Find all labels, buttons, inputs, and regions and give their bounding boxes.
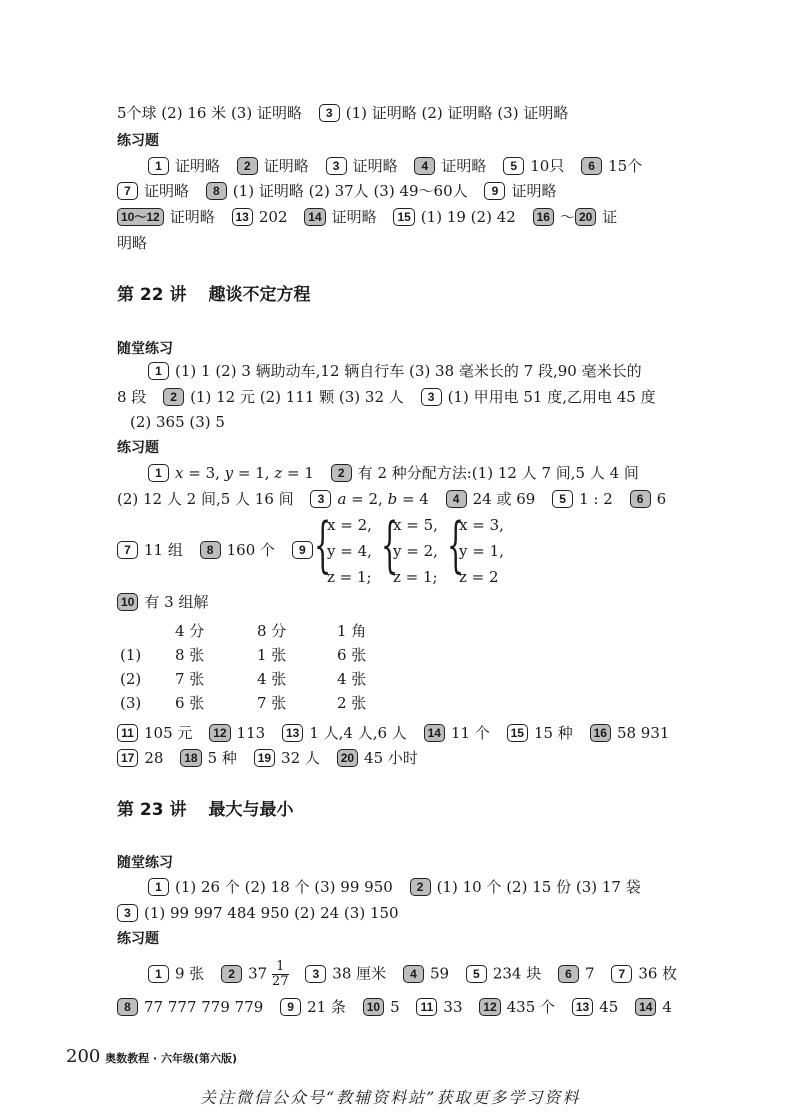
badge-14: 14: [424, 724, 445, 742]
badge-2: 2: [163, 388, 184, 406]
equation-system-3: [459, 512, 504, 590]
badge-5: 5: [503, 157, 524, 175]
text: 1 : 2: [579, 490, 613, 508]
subheading-practice: 练习题: [117, 931, 159, 947]
text: 证明略: [511, 182, 557, 200]
badge-1: 1: [148, 464, 169, 482]
badge-16: 16: [590, 724, 611, 742]
badge-6: 6: [581, 157, 602, 175]
text: 45 小时: [364, 749, 418, 767]
answer-line: [117, 204, 617, 230]
badge-10: 10: [363, 998, 384, 1016]
table-cell: (1): [120, 646, 142, 664]
table-cell: 8 张: [175, 646, 205, 664]
badge-15: 15: [507, 724, 528, 742]
subheading-practice: 练习题: [117, 133, 159, 149]
answer-line: [117, 720, 669, 746]
badge-1: 1: [148, 362, 169, 380]
badge-6: 6: [558, 965, 579, 983]
eq: x = 3,: [459, 516, 504, 534]
text: 234 块: [492, 964, 542, 983]
badge-14: 14: [635, 998, 656, 1016]
badge-3: 3: [310, 490, 331, 508]
badge-3: 3: [421, 388, 442, 406]
badge-7: 7: [611, 965, 632, 983]
var: a: [337, 490, 347, 508]
equation-system-2: [393, 512, 438, 590]
text: 15 种: [533, 724, 573, 742]
answer-line: [148, 460, 639, 486]
text: 58 931: [616, 724, 670, 742]
table-cell: (2): [120, 670, 142, 688]
answer-line: [148, 153, 642, 179]
book-title: 奥数教程 · 六年级(第六版): [105, 1052, 238, 1065]
text: (1) 1 (2) 3 辆助动车,12 辆自行车 (3) 38 毫米长的 7 段,90 毫米长的: [175, 362, 642, 380]
text: (2) 12 人 2 间,5 人 16 间: [117, 490, 294, 508]
text: = 1: [282, 464, 314, 482]
answer-line: (2) 365 (3) 5: [130, 413, 225, 431]
answer-line: [117, 384, 656, 410]
table-cell: 1 张: [257, 646, 287, 664]
badge-16: 16: [533, 208, 554, 226]
badge-1: 1: [148, 157, 169, 175]
text: 32 人: [281, 749, 320, 767]
text: = 3,: [183, 464, 225, 482]
equation-system-1: [327, 512, 372, 590]
text: 11 组: [144, 541, 183, 559]
badge-8: 8: [200, 541, 221, 559]
table-cell: 7 张: [175, 670, 205, 688]
eq: z = 1;: [327, 568, 372, 586]
text: 证: [602, 208, 618, 226]
answer-line: [117, 589, 208, 615]
badge-10-12: 10～12: [117, 208, 164, 226]
eq: x = 5,: [393, 516, 438, 534]
page-footer: [66, 1046, 237, 1067]
lecture-title: 趣谈不定方程: [208, 285, 311, 305]
text: (1) 10 个 (2) 15 份 (3) 17 袋: [436, 878, 641, 896]
subheading-practice: 练习题: [117, 440, 159, 456]
text: 8 段: [117, 388, 147, 406]
text: 1 人,4 人,6 人: [309, 724, 407, 742]
text: = 4: [397, 490, 429, 508]
answer-line: [117, 178, 556, 204]
text: 113: [236, 724, 266, 742]
text: 6: [656, 490, 667, 508]
table-header: 8 分: [257, 622, 287, 640]
page-number: 200: [66, 1046, 101, 1067]
table-cell: 2 张: [337, 694, 367, 712]
text: 证明略: [263, 157, 309, 175]
text: 21 条: [307, 998, 346, 1016]
denominator: 27: [271, 974, 289, 989]
text: 5: [390, 998, 400, 1016]
text: 77 777 779 779: [144, 998, 264, 1016]
text: 59: [429, 964, 450, 983]
text: (1) 19 (2) 42: [420, 208, 516, 226]
var: y: [224, 464, 234, 482]
badge-3: 3: [319, 104, 340, 122]
var: z: [274, 464, 283, 482]
badge-13: 13: [232, 208, 253, 226]
var: b: [387, 490, 398, 508]
table-header: 1 角: [337, 622, 367, 640]
badge-17: 17: [117, 749, 138, 767]
eq: y = 4,: [327, 542, 372, 560]
text: (1) 12 元 (2) 111 颗 (3) 32 人: [190, 388, 404, 406]
badge-9: 9: [484, 182, 505, 200]
text: 5 种: [207, 749, 237, 767]
badge-10: 10: [117, 593, 138, 611]
answer-line: [117, 745, 418, 771]
badge-2: 2: [331, 464, 352, 482]
badge-11: 11: [117, 724, 138, 742]
text: 33: [443, 998, 463, 1016]
badge-4: 4: [403, 965, 424, 983]
badge-14: 14: [304, 208, 325, 226]
text: 7: [585, 964, 595, 983]
numerator: 1: [272, 960, 289, 975]
answer-line: [117, 994, 672, 1020]
text: = 2,: [346, 490, 388, 508]
badge-9: 9: [280, 998, 301, 1016]
text: 证明略: [169, 208, 215, 226]
section-title-22: [117, 282, 311, 308]
badge-20: 20: [575, 208, 596, 226]
badge-13: 13: [282, 724, 303, 742]
answer-line: [148, 874, 641, 900]
section-title-23: [117, 797, 294, 823]
text: 36 枚: [638, 964, 678, 983]
text: 有 3 组解: [144, 593, 209, 611]
badge-18: 18: [180, 749, 201, 767]
text: 9 张: [175, 964, 205, 983]
text: (1) 甲用电 51 度,乙用电 45 度: [447, 388, 656, 406]
badge-9: 9: [292, 541, 313, 559]
text: (1) 26 个 (2) 18 个 (3) 99 950: [175, 878, 393, 896]
lecture-number: 第 23 讲: [117, 800, 187, 820]
badge-7: 7: [117, 182, 138, 200]
fraction: [272, 960, 289, 989]
badge-1: 1: [148, 965, 169, 983]
badge-5: 5: [552, 490, 573, 508]
table-cell: (3): [120, 694, 142, 712]
text: (1) 证明略 (2) 37人 (3) 49～60人: [232, 182, 468, 200]
watermark: 关注微信公众号“教辅资料站”获取更多学习资料: [200, 1088, 581, 1107]
badge-19: 19: [254, 749, 275, 767]
eq: y = 1,: [459, 542, 504, 560]
text: (1) 证明略 (2) 证明略 (3) 证明略: [345, 104, 569, 122]
text: 11 个: [450, 724, 490, 742]
text: 28: [144, 749, 164, 767]
text: 有 2 种分配方法:(1) 12 人 7 间,5 人 4 间: [357, 464, 639, 482]
text: 37: [248, 964, 268, 983]
answer-line: [148, 358, 642, 384]
badge-2: 2: [237, 157, 258, 175]
text: 4: [662, 998, 672, 1016]
table-cell: 6 张: [337, 646, 367, 664]
answer-line: 明略: [117, 234, 148, 252]
badge-20: 20: [337, 749, 358, 767]
badge-2: 2: [221, 965, 242, 983]
text: 证明略: [144, 182, 190, 200]
badge-7: 7: [117, 541, 138, 559]
table-cell: 4 张: [257, 670, 287, 688]
answer-line: [117, 100, 568, 126]
badge-8: 8: [117, 998, 138, 1016]
badge-1: 1: [148, 878, 169, 896]
text: 105 元: [144, 724, 193, 742]
text: 202: [258, 208, 288, 226]
badge-3: 3: [305, 965, 326, 983]
badge-3: 3: [326, 157, 347, 175]
badge-3: 3: [117, 904, 138, 922]
badge-11: 11: [416, 998, 437, 1016]
text: = 1,: [233, 464, 275, 482]
answer-line: [148, 959, 678, 989]
text: (1) 99 997 484 950 (2) 24 (3) 150: [144, 904, 399, 922]
badge-13: 13: [572, 998, 593, 1016]
eq: z = 1;: [393, 568, 438, 586]
answer-line: [117, 900, 399, 926]
table-cell: 7 张: [257, 694, 287, 712]
subheading-classroom: 随堂练习: [117, 341, 173, 357]
text: ～: [559, 208, 575, 226]
badge-6: 6: [630, 490, 651, 508]
badge-8: 8: [206, 182, 227, 200]
text: 证明略: [352, 157, 398, 175]
badge-4: 4: [414, 157, 435, 175]
text: 10只: [530, 157, 565, 175]
badge-12: 12: [479, 998, 500, 1016]
text: 证明略: [331, 208, 377, 226]
text: 24 或 69: [472, 490, 536, 508]
text: 证明略: [175, 157, 221, 175]
lecture-number: 第 22 讲: [117, 285, 187, 305]
text: 15个: [608, 157, 643, 175]
brace: {: [381, 510, 399, 580]
badge-12: 12: [209, 724, 230, 742]
text: 5个球 (2) 16 米 (3) 证明略: [117, 104, 302, 122]
badge-4: 4: [446, 490, 467, 508]
text: 38 厘米: [332, 964, 387, 983]
lecture-title: 最大与最小: [208, 800, 294, 820]
eq: z = 2: [459, 568, 499, 586]
brace: {: [314, 510, 332, 580]
text: 160 个: [226, 541, 276, 559]
badge-15: 15: [393, 208, 414, 226]
answer-line: [117, 537, 319, 563]
answer-line: [117, 486, 666, 512]
table-cell: 6 张: [175, 694, 205, 712]
subheading-classroom: 随堂练习: [117, 855, 173, 871]
text: 435 个: [506, 998, 556, 1016]
eq: y = 2,: [393, 542, 438, 560]
brace: {: [447, 510, 465, 580]
badge-5: 5: [466, 965, 487, 983]
eq: x = 2,: [327, 516, 372, 534]
table-cell: 4 张: [337, 670, 367, 688]
badge-2: 2: [410, 878, 431, 896]
text: 45: [599, 998, 619, 1016]
text: 证明略: [441, 157, 487, 175]
table-header: 4 分: [175, 622, 205, 640]
var: x: [175, 464, 184, 482]
